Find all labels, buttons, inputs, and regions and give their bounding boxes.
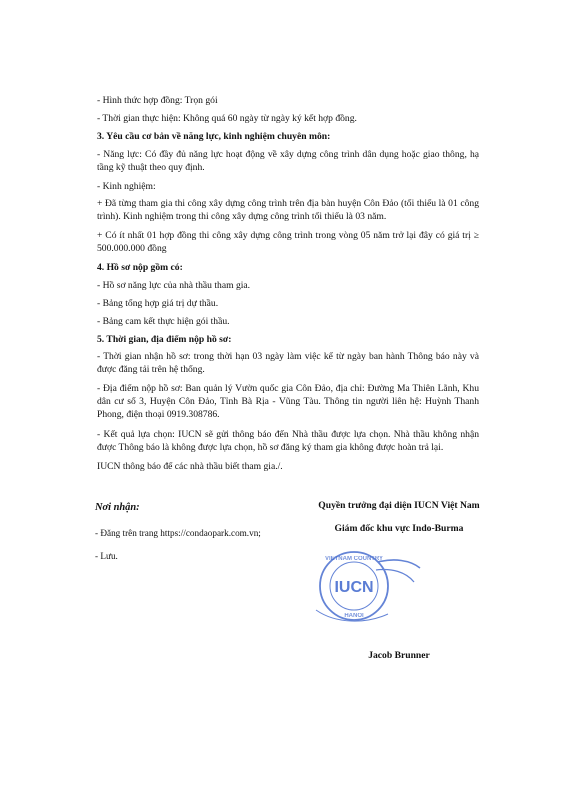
- experience-item-1: + Đã từng tham gia thi công xây dựng công trình trên địa bàn huyện Côn Đảo (tối thiểu là 01 công trình). Kinh nghiệm trong thi công xây dựng công trình tối thiểu là 03 năm.: [97, 198, 479, 222]
- submission-place-paragraph: - Địa điểm nộp hồ sơ: Ban quản lý Vườn quốc gia Côn Đảo, địa chỉ: Đường Ma Thiên Lãnh, Khu dân cư số 3, Huyện Côn Đảo, Tỉnh Bà Rịa - Vũng Tàu. Thông tin người liên hệ: Huỳnh Thanh Phong, điện thoại 0919.308786.: [97, 383, 479, 420]
- seal-ring-text: VIETNAM COUNTRY: [324, 556, 384, 562]
- duration-line: - Thời gian thực hiện: Không quá 60 ngày từ ngày ký kết hợp đồng.: [97, 113, 357, 124]
- recipient-item-1: - Đăng trên trang https://condaopark.com.vn;: [95, 528, 261, 538]
- section-4-heading: 4. Hồ sơ nộp gồm có:: [97, 262, 183, 273]
- submission-time-paragraph: - Thời gian nhận hồ sơ: trong thời hạn 03 ngày làm việc kể từ ngày ban hành Thông báo này và được đăng tải trên hệ thống.: [97, 351, 479, 375]
- document-item-2: - Bảng tổng hợp giá trị dự thầu.: [97, 298, 219, 309]
- closing-line: IUCN thông báo để các nhà thầu biết tham gia./.: [97, 461, 283, 472]
- seal-city-text: HANOI: [344, 613, 364, 619]
- experience-item-2: + Có ít nhất 01 hợp đồng thi công xây dựng công trình trong vòng 05 năm trở lại đây có giá trị ≥ 500.000.000 đồng: [97, 230, 479, 254]
- selection-result-paragraph: - Kết quả lựa chọn: IUCN sẽ gửi thông báo đến Nhà thầu được lựa chọn. Nhà thầu không nhận được Thông báo là không được lựa chọn, hồ sơ đăng ký tham gia không được hoàn trả lại.: [97, 429, 479, 453]
- iucn-seal-stamp: [306, 548, 422, 626]
- signer-name: Jacob Brunner: [368, 650, 430, 661]
- recipients-heading: Nơi nhận:: [95, 502, 140, 513]
- experience-heading: - Kinh nghiệm:: [97, 181, 156, 192]
- seal-iucn-text: IUCN: [334, 579, 374, 596]
- capacity-paragraph: - Năng lực: Có đầy đủ năng lực hoạt động về xây dựng công trình dân dụng hoặc giao thông, hạ tầng kỹ thuật theo quy định.: [97, 149, 479, 173]
- document-item-3: - Bảng cam kết thực hiện gói thầu.: [97, 316, 230, 327]
- contract-form-line: - Hình thức hợp đồng: Trọn gói: [97, 95, 218, 106]
- signer-title-1: Quyền trưởng đại diện IUCN Việt Nam: [318, 500, 480, 511]
- section-5-heading: 5. Thời gian, địa điểm nộp hồ sơ:: [97, 334, 232, 345]
- signer-title-2: Giám đốc khu vực Indo-Burma: [334, 523, 464, 534]
- section-3-heading: 3. Yêu cầu cơ bản về năng lực, kinh nghiệm chuyên môn:: [97, 131, 331, 142]
- document-item-1: - Hồ sơ năng lực của nhà thầu tham gia.: [97, 280, 251, 291]
- recipient-item-2: - Lưu.: [95, 551, 118, 561]
